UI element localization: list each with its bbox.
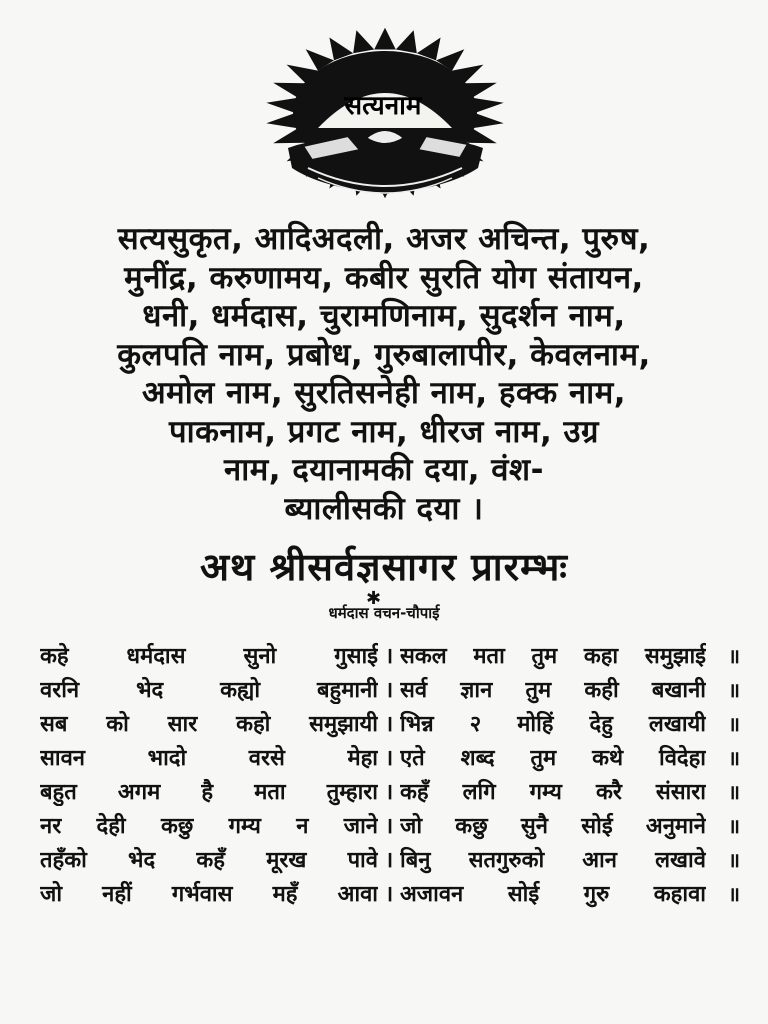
invocation-line: मुनींद्र, करुणामय, कबीर सुरति योग संतायन,	[124, 259, 644, 296]
verse-second-half: बिनु सतगुरुको आन लखावे	[400, 848, 706, 873]
verse-separator: ।	[384, 644, 394, 669]
invocation-line: सत्यसुकृत, आदिअदली, अजर अचिन्त, पुरुष,	[117, 221, 651, 257]
verse-separator: ।	[384, 746, 394, 771]
verse-second-half: कहँ लगि गम्य करै संसारा	[400, 780, 706, 805]
verse-second-half: सर्व ज्ञान तुम कही बखानी	[400, 678, 706, 703]
verse-end-mark: ॥	[728, 745, 740, 770]
verse-first-half: नर देही कछु गम्य न जाने	[40, 814, 378, 839]
invocation-line: अमोल नाम, सुरतिसनेही नाम, हक्क नाम,	[141, 375, 627, 411]
verse-first-half: कहे धर्मदास सुनो गुसाई	[40, 644, 378, 669]
verse-row	[40, 706, 740, 740]
verse-separator: ।	[384, 882, 394, 907]
invocation-line: धनी, धर्मदास, चुरामणिनाम, सुदर्शन नाम,	[142, 298, 626, 334]
verse-row	[40, 672, 740, 706]
section-subheading: धर्मदास वचन-चौपाई	[328, 604, 440, 622]
verse-first-half: जो नहीं गर्भवास महँ आवा	[40, 882, 378, 907]
verse-end-mark: ॥	[728, 677, 740, 702]
verse-end-mark: ॥	[728, 881, 740, 906]
verse-first-half: सब को सार कहो समुझायी	[40, 712, 378, 737]
invocation-line: नाम, दयानामकी दया, वंश-	[224, 452, 544, 488]
verse-second-half: सकल मता तुम कहा समुझाई	[400, 644, 706, 669]
sunburst-emblem	[248, 18, 523, 213]
verse-separator: ।	[384, 780, 394, 805]
verse-end-mark: ॥	[728, 711, 740, 736]
verse-row	[40, 740, 740, 774]
verse-first-half: वरनि भेद कह्यो बहुमानी	[40, 678, 378, 703]
verse-row	[40, 638, 740, 672]
invocation-line: पाकनाम, प्रगट नाम, धीरज नाम, उग्र	[168, 413, 599, 450]
verse-first-half: तहँको भेद कहँ मूरख पावे	[40, 848, 378, 873]
verse-separator: ।	[384, 814, 394, 839]
emblem-label: सत्यनाम	[344, 91, 422, 121]
verse-end-mark: ॥	[728, 779, 740, 804]
verse-row	[40, 876, 740, 910]
verse-separator: ।	[384, 848, 394, 873]
verse-second-half: अजावन सोई गुरु कहावा	[400, 882, 706, 907]
verse-end-mark: ॥	[728, 643, 740, 668]
verse-second-half: एते शब्द तुम कथे विदेहा	[400, 746, 706, 771]
star-ornament-icon: ✱	[366, 588, 382, 609]
verse-first-half: सावन भादो वरसे मेहा	[40, 746, 378, 771]
verse-end-mark: ॥	[728, 813, 740, 838]
invocation-block	[40, 220, 728, 528]
verse-separator: ।	[384, 712, 394, 737]
verse-separator: ।	[384, 678, 394, 703]
verse-row	[40, 842, 740, 876]
verse-row	[40, 774, 740, 808]
verse-row	[40, 808, 740, 842]
invocation-line: ब्यालीसकी दया ।	[284, 490, 484, 527]
verse-second-half: भिन्न २ मोहिं देहु लखायी	[400, 712, 706, 737]
section-heading: अथ श्रीसर्वज्ञसागर प्रारम्भः	[200, 545, 568, 589]
verse-second-half: जो कछु सुनै सोई अनुमाने	[400, 814, 706, 839]
invocation-line: कुलपति नाम, प्रबोध, गुरुबालापीर, केवलनाम,	[117, 336, 651, 373]
verse-list	[40, 638, 740, 910]
verse-first-half: बहुत अगम है मता तुम्हारा	[40, 780, 378, 805]
verse-end-mark: ॥	[728, 847, 740, 872]
